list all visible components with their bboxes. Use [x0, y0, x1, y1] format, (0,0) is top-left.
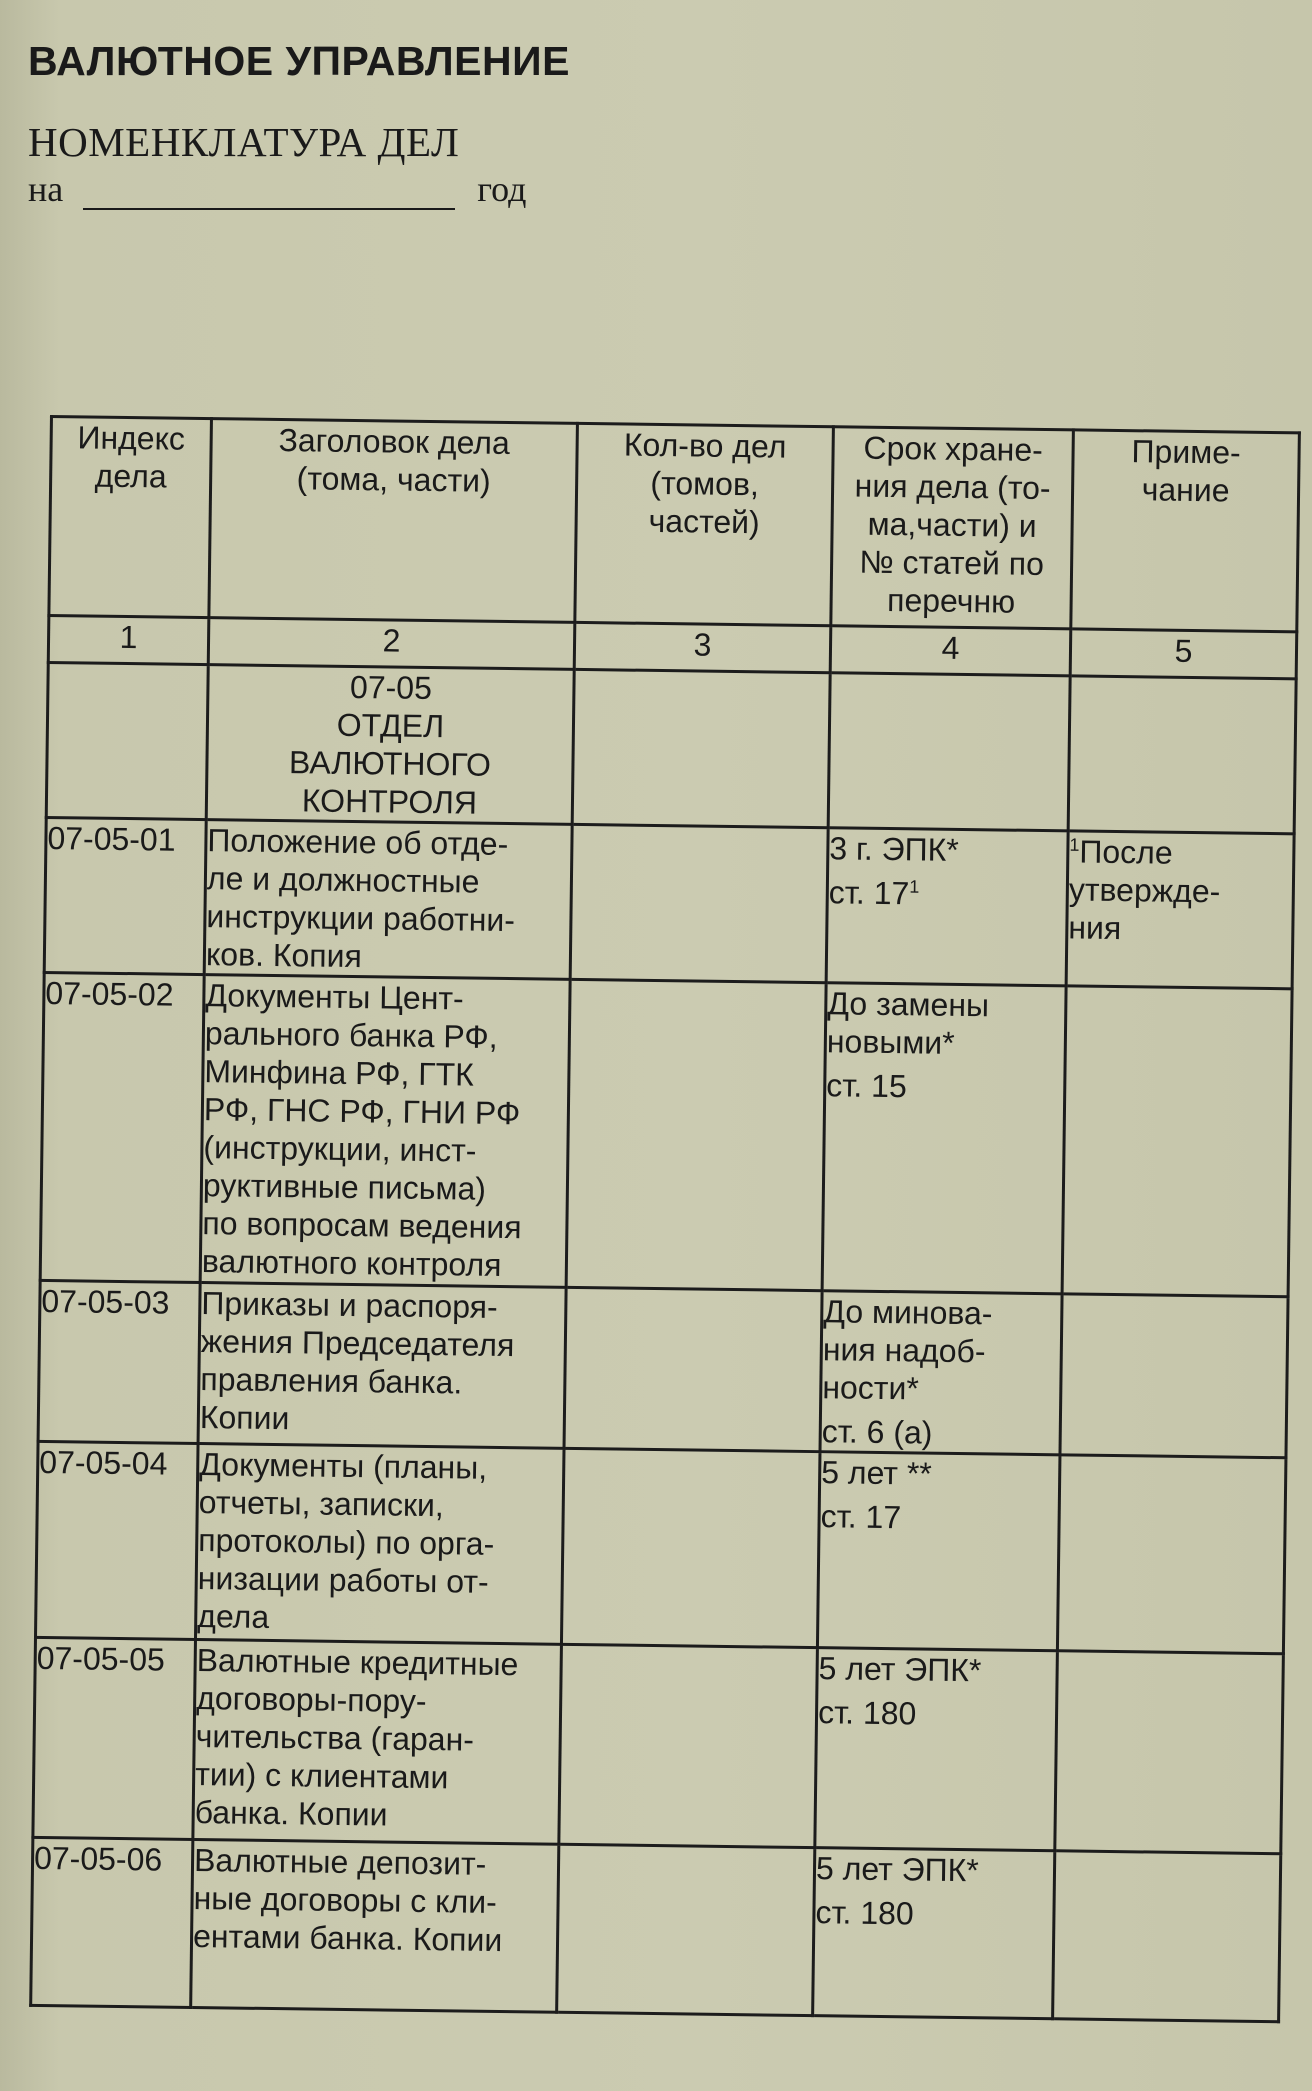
case-note — [1055, 1651, 1284, 1854]
column-header-4 — [831, 427, 1074, 629]
column-header-line: № статей по — [859, 543, 1045, 583]
section-title-line: ВАЛЮТНОГО — [288, 744, 492, 783]
table-body — [31, 662, 1296, 2021]
article-ref — [815, 1893, 1052, 1934]
column-number-1: 1 — [48, 616, 209, 665]
case-title-line: ле и должностные — [206, 860, 480, 900]
column-header-line: (тома, части) — [296, 460, 491, 499]
case-title-line: Копии — [199, 1399, 290, 1437]
case-title-line: Положение об отде- — [207, 822, 509, 863]
article-ref — [818, 1693, 1055, 1734]
case-title-line: ков. Копия — [205, 936, 363, 975]
case-title-line: Документы Цент- — [205, 977, 464, 1017]
article-ref — [829, 873, 1066, 914]
table-row — [35, 1441, 1285, 1653]
case-note-line: утвержде- — [1068, 871, 1221, 910]
section-index-cell — [46, 662, 208, 819]
case-note-line: ния — [1068, 909, 1122, 947]
case-title — [198, 1283, 566, 1449]
case-title-line: ентами банка. Копии — [192, 1918, 503, 1959]
column-number-3: 3 — [574, 622, 831, 672]
case-title-line: Документы (планы, — [199, 1446, 488, 1486]
column-header-1 — [49, 417, 212, 618]
case-note — [1057, 1455, 1286, 1654]
column-header-line: чание — [1141, 471, 1230, 509]
column-header-line: Заголовок дела — [278, 421, 511, 462]
section-term-cell — [828, 673, 1070, 831]
case-note — [1066, 831, 1294, 989]
article-ref — [820, 1497, 1057, 1538]
volume-count — [566, 979, 826, 1290]
retention-term-line: До минова- — [823, 1293, 993, 1332]
column-header-line: дела — [94, 457, 167, 495]
retention-term — [817, 1452, 1060, 1651]
case-title — [191, 1839, 559, 2012]
article-text: ст. 180 — [817, 1694, 917, 1732]
column-header-line: ма,части) и — [867, 505, 1037, 544]
case-title-line: Валютные кредитные — [196, 1642, 519, 1683]
year-suffix: год — [477, 169, 527, 209]
retention-term — [826, 828, 1068, 986]
case-title — [200, 975, 570, 1288]
column-header-line: Кол-во дел — [623, 426, 787, 465]
case-title-line: (инструкции, инст- — [203, 1129, 477, 1169]
column-number-2: 2 — [208, 618, 575, 670]
table-row — [31, 1837, 1281, 2021]
case-title-line: Минфина РФ, ГТК — [204, 1053, 475, 1093]
volume-count — [557, 1844, 815, 2015]
retention-term-line: ния надоб- — [822, 1331, 986, 1370]
volume-count — [561, 1448, 820, 1647]
section-row — [46, 662, 1296, 833]
case-title-line: тии) с клиентами — [194, 1756, 449, 1796]
case-title-line: ные договоры с кли- — [193, 1880, 497, 1920]
column-header-line: (томов, — [650, 464, 760, 503]
case-title-line: руктивные письма) — [202, 1167, 487, 1207]
column-number-4: 4 — [830, 626, 1071, 676]
column-header-line: ния дела (то- — [854, 467, 1051, 507]
table-row — [33, 1637, 1284, 1853]
table-row — [38, 1280, 1288, 1457]
column-header-line: перечню — [886, 581, 1016, 620]
retention-term-line: 5 лет ** — [820, 1454, 933, 1492]
case-index: 07-05-01 — [44, 817, 206, 974]
case-title-line: инструкции работни- — [206, 898, 516, 939]
retention-term-line: ности* — [822, 1369, 920, 1407]
year-line — [28, 168, 526, 210]
article-text: ст. 6 (а) — [821, 1413, 933, 1451]
case-title-line: Приказы и распоря- — [201, 1285, 498, 1325]
case-title — [204, 820, 572, 980]
article-text: ст. 180 — [815, 1894, 914, 1932]
retention-term — [822, 983, 1066, 1294]
case-index: 07-05-02 — [40, 972, 204, 1282]
volume-count — [559, 1644, 818, 1847]
note-footnote-mark: 1 — [1069, 834, 1080, 855]
case-title-line: дела — [197, 1598, 270, 1635]
case-title-line: протоколы) по орга- — [198, 1522, 495, 1562]
department-title: ВАЛЮТНОЕ УПРАВЛЕНИЕ — [28, 38, 570, 84]
retention-term-line: До замены — [827, 985, 990, 1024]
case-index: 07-05-06 — [31, 1837, 193, 2007]
section-title-cell — [206, 665, 574, 825]
table-row — [40, 972, 1292, 1296]
retention-term — [813, 1848, 1055, 2019]
case-title-line: отчеты, записки, — [198, 1484, 445, 1524]
section-count-cell — [572, 669, 830, 827]
case-title-line: Валютные депозит- — [193, 1842, 487, 1882]
case-title-line: рального банка РФ, — [204, 1015, 498, 1055]
column-header-line: Индекс — [77, 419, 186, 457]
case-note-text: После — [1079, 833, 1173, 871]
column-number-5: 5 — [1070, 629, 1297, 679]
article-text: ст. 17 — [828, 874, 910, 912]
case-note-line — [1069, 832, 1292, 873]
section-title-line: ОТДЕЛ — [336, 706, 445, 745]
article-ref — [826, 1066, 1063, 1107]
article-ref — [822, 1412, 1059, 1453]
retention-term — [820, 1291, 1062, 1455]
case-note — [1060, 1294, 1288, 1458]
case-title-line: низации работы от- — [197, 1560, 489, 1600]
column-header-2 — [209, 419, 578, 623]
case-title-line: по вопросам ведения — [202, 1205, 522, 1246]
case-title-line: правления банка. — [200, 1361, 463, 1401]
column-header-line: Приме- — [1131, 433, 1241, 471]
retention-term — [815, 1648, 1058, 1851]
table-row — [44, 817, 1294, 988]
section-title-line: 07-05 — [349, 668, 433, 707]
nomenclature-table — [29, 415, 1301, 2023]
column-header-5 — [1071, 430, 1300, 632]
case-title-line: договоры-пору- — [195, 1680, 427, 1720]
case-note — [1053, 1851, 1281, 2022]
case-title-line: чительства (гаран- — [195, 1718, 475, 1758]
retention-term-line: 5 лет ЭПК* — [818, 1650, 982, 1689]
section-note-cell — [1068, 676, 1296, 834]
case-index: 07-05-03 — [38, 1280, 200, 1443]
column-header-line: частей) — [648, 502, 760, 541]
document-title: НОМЕНКЛАТУРА ДЕЛ — [28, 119, 460, 165]
year-prefix: на — [28, 169, 64, 209]
retention-term-line: 3 г. ЭПК* — [829, 830, 959, 868]
retention-term-line: 5 лет ЭПК* — [815, 1850, 980, 1889]
article-text: ст. 17 — [820, 1498, 902, 1536]
case-title-line: РФ, ГНС РФ, ГНИ РФ — [203, 1091, 521, 1132]
volume-count — [564, 1287, 822, 1451]
article-footnote-mark: 1 — [909, 876, 920, 897]
header-row — [49, 417, 1299, 632]
case-title-line: банка. Копии — [194, 1794, 388, 1833]
case-title-line: валютного контроля — [201, 1243, 502, 1283]
column-header-3 — [575, 423, 834, 625]
case-title — [193, 1640, 562, 1845]
retention-term-line: новыми* — [826, 1023, 955, 1061]
section-title-line: КОНТРОЛЯ — [301, 782, 478, 821]
column-header-line: Срок хране- — [863, 429, 1044, 468]
case-index: 07-05-05 — [33, 1637, 196, 1839]
case-title — [195, 1444, 564, 1645]
article-text: ст. 15 — [826, 1067, 908, 1105]
case-note — [1062, 986, 1292, 1297]
year-blank-field — [83, 174, 455, 210]
case-index: 07-05-04 — [35, 1441, 198, 1639]
case-title-line: жения Председателя — [200, 1323, 515, 1364]
volume-count — [570, 824, 828, 982]
